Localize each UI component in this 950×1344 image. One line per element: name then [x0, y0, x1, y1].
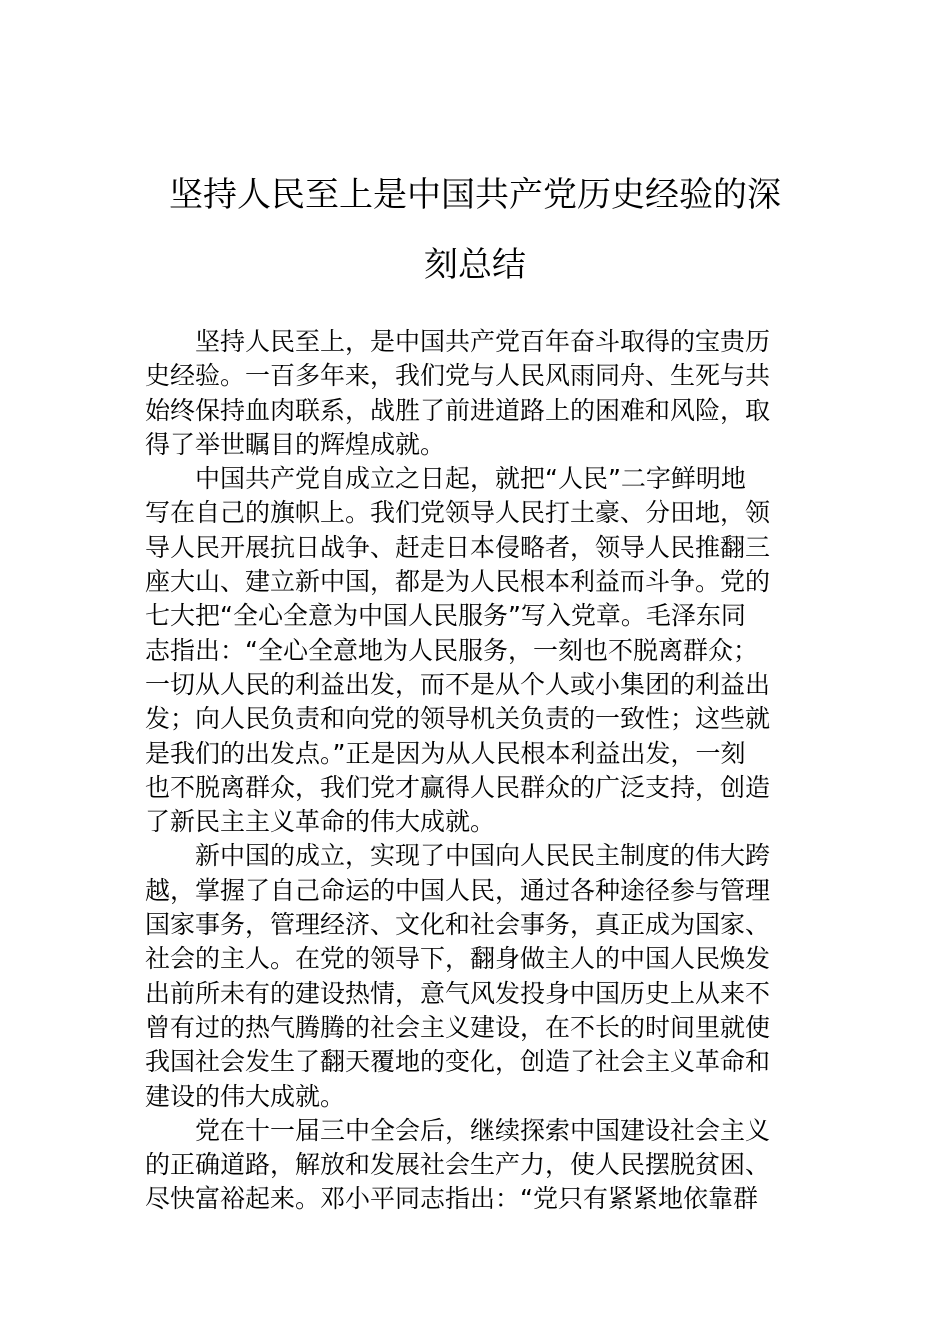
text-line: 一切从人民的利益出发，而不是从个人或小集团的利益出 — [145, 669, 771, 699]
text-line: 写在自己的旗帜上。我们党领导人民打土豪、分田地，领 — [145, 498, 771, 528]
text-line: 得了举世瞩目的辉煌成就。 — [145, 429, 446, 459]
text-line: 党在十一届三中全会后，继续探索中国建设社会主义 — [195, 1115, 771, 1145]
text-line: 坚持人民至上，是中国共产党百年奋斗取得的宝贵历 — [195, 327, 771, 356]
text-line: 曾有过的热气腾腾的社会主义建设，在不长的时间里就使 — [145, 1012, 771, 1042]
document-body — [145, 325, 810, 1217]
paragraph — [145, 325, 810, 462]
paragraph — [145, 1114, 810, 1217]
text-line: 也不脱离群众，我们党才赢得人民群众的广泛支持，创造 — [145, 772, 771, 802]
text-line: 座大山、建立新中国，都是为人民根本利益而斗争。党的 — [145, 567, 771, 597]
text-line: 史经验。一百多年来，我们党与人民风雨同舟、生死与共 — [145, 361, 771, 391]
text-line: 始终保持血肉联系，战胜了前进道路上的困难和风险，取 — [145, 395, 771, 425]
paragraph — [145, 839, 810, 1113]
text-line: 导人民开展抗日战争、赶走日本侵略者，领导人民推翻三 — [145, 532, 771, 562]
text-line: 新中国的成立，实现了中国向人民民主制度的伟大跨 — [195, 841, 771, 871]
text-line: 中国共产党自成立之日起，就把“人民”二字鲜明地 — [195, 464, 746, 494]
text-line: 了新民主主义革命的伟大成就。 — [145, 807, 496, 837]
text-line: 七大把“全心全意为中国人民服务”写入党章。毛泽东同 — [145, 601, 746, 631]
title-line: 坚持人民至上是中国共产党历史经验的深 — [169, 175, 781, 215]
text-line: 志指出：“全心全意地为人民服务，一刻也不脱离群众； — [145, 635, 758, 665]
text-line: 建设的伟大成就。 — [145, 1081, 346, 1111]
text-line: 越，掌握了自己命运的中国人民，通过各种途径参与管理 — [145, 875, 771, 905]
text-line: 尽快富裕起来。邓小平同志指出：“党只有紧紧地依靠群 — [145, 1184, 758, 1214]
text-line: 出前所未有的建设热情，意气风发投身中国历史上从来不 — [145, 978, 771, 1008]
text-line: 是我们的出发点。”正是因为从人民根本利益出发，一刻 — [145, 738, 746, 768]
text-line: 的正确道路，解放和发展社会生产力，使人民摆脱贫困、 — [145, 1150, 771, 1180]
text-line: 社会的主人。在党的领导下，翻身做主人的中国人民焕发 — [145, 944, 771, 974]
paragraph — [145, 462, 810, 839]
text-line: 我国社会发生了翻天覆地的变化，创造了社会主义革命和 — [145, 1047, 771, 1077]
text-line: 国家事务，管理经济、文化和社会事务，真正成为国家、 — [145, 910, 771, 940]
text-line: 发；向人民负责和向党的领导机关负责的一致性；这些就 — [145, 704, 771, 734]
title-line: 刻总结 — [424, 245, 526, 285]
document-title — [145, 160, 805, 300]
